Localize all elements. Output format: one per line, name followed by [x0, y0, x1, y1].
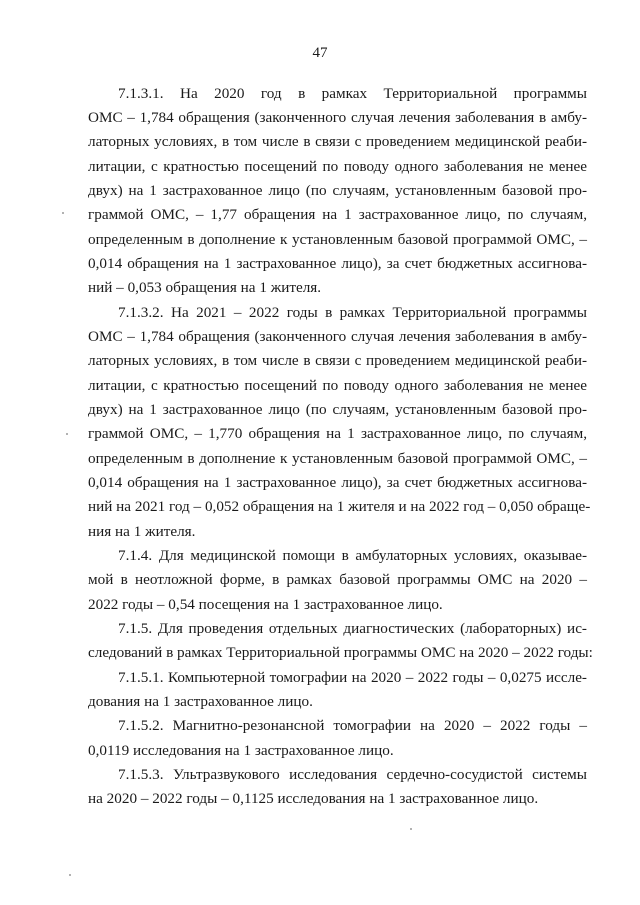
text-line: 7.1.4. Для медицинской помощи в амбулаторных условиях, оказывае- — [118, 547, 587, 564]
text-line: дования на 1 застрахованное лицо. — [88, 693, 313, 710]
text-line: граммой ОМС, – 1,77 обращения на 1 застрахованное лицо, по случаям, — [88, 206, 587, 223]
text-line: определенным в дополнение к установленным базовой программой ОМС, – — [88, 450, 587, 467]
text-line: двух) на 1 застрахованное лицо (по случаям, установленным базовой про- — [88, 401, 587, 418]
text-line: 7.1.5.1. Компьютерной томографии на 2020 – 2022 годы – 0,0275 иссле- — [118, 669, 587, 686]
text-line: на 2020 – 2022 годы – 0,1125 исследования на 1 застрахованное лицо. — [88, 790, 539, 807]
text-line: 7.1.3.2. На 2021 – 2022 годы в рамках Территориальной программы — [118, 304, 587, 321]
text-line: 0,014 обращения на 1 застрахованное лицо), за счет бюджетных ассигнова- — [88, 474, 587, 491]
text-line: 7.1.5. Для проведения отдельных диагностических (лабораторных) ис- — [118, 620, 587, 637]
text-line: ний – 0,053 обращения на 1 жителя. — [88, 279, 322, 296]
text-line: мой в неотложной форме, в рамках базовой программы ОМС на 2020 – — [88, 571, 587, 588]
text-line: ния на 1 жителя. — [88, 523, 196, 540]
text-line: 7.1.3.1. На 2020 год в рамках Территориальной программы — [118, 85, 587, 102]
text-line: ний на 2021 год – 0,052 обращения на 1 жителя и на 2022 год – 0,050 обраще- — [88, 498, 591, 515]
text-line: определенным в дополнение к установленным базовой программой ОМС, – — [88, 231, 587, 248]
scan-speck — [66, 433, 68, 435]
text-line: 0,0119 исследования на 1 застрахованное лицо. — [88, 742, 394, 759]
scan-speck — [410, 828, 412, 830]
page-number: 47 — [312, 45, 328, 61]
text-line: 7.1.5.2. Магнитно-резонансной томографии на 2020 – 2022 годы – — [118, 717, 587, 734]
text-line: 2022 годы – 0,54 посещения на 1 застрахованное лицо. — [88, 596, 443, 613]
scan-speck — [69, 874, 71, 876]
text-line: ОМС – 1,784 обращения (законченного случая лечения заболевания в амбу- — [88, 328, 587, 345]
text-line: латорных условиях, в том числе в связи с проведением медицинской реаби- — [88, 133, 587, 150]
text-line: двух) на 1 застрахованное лицо (по случаям, установленным базовой про- — [88, 182, 587, 199]
scan-speck — [62, 212, 64, 214]
text-line: 0,014 обращения на 1 застрахованное лицо), за счет бюджетных ассигнова- — [88, 255, 587, 272]
text-line: 7.1.5.3. Ультразвукового исследования сердечно-сосудистой системы — [118, 766, 587, 783]
text-line: граммой ОМС, – 1,770 обращения на 1 застрахованное лицо, по случаям, — [88, 425, 587, 442]
text-line: латорных условиях, в том числе в связи с проведением медицинской реаби- — [88, 352, 587, 369]
text-line: литации, с кратностью посещений по поводу одного заболевания не менее — [88, 377, 587, 394]
text-line: следований в рамках Территориальной программы ОМС на 2020 – 2022 годы: — [88, 644, 593, 661]
text-line: ОМС – 1,784 обращения (законченного случая лечения заболевания в амбу- — [88, 109, 587, 126]
text-line: литации, с кратностью посещений по поводу одного заболевания не менее — [88, 158, 587, 175]
